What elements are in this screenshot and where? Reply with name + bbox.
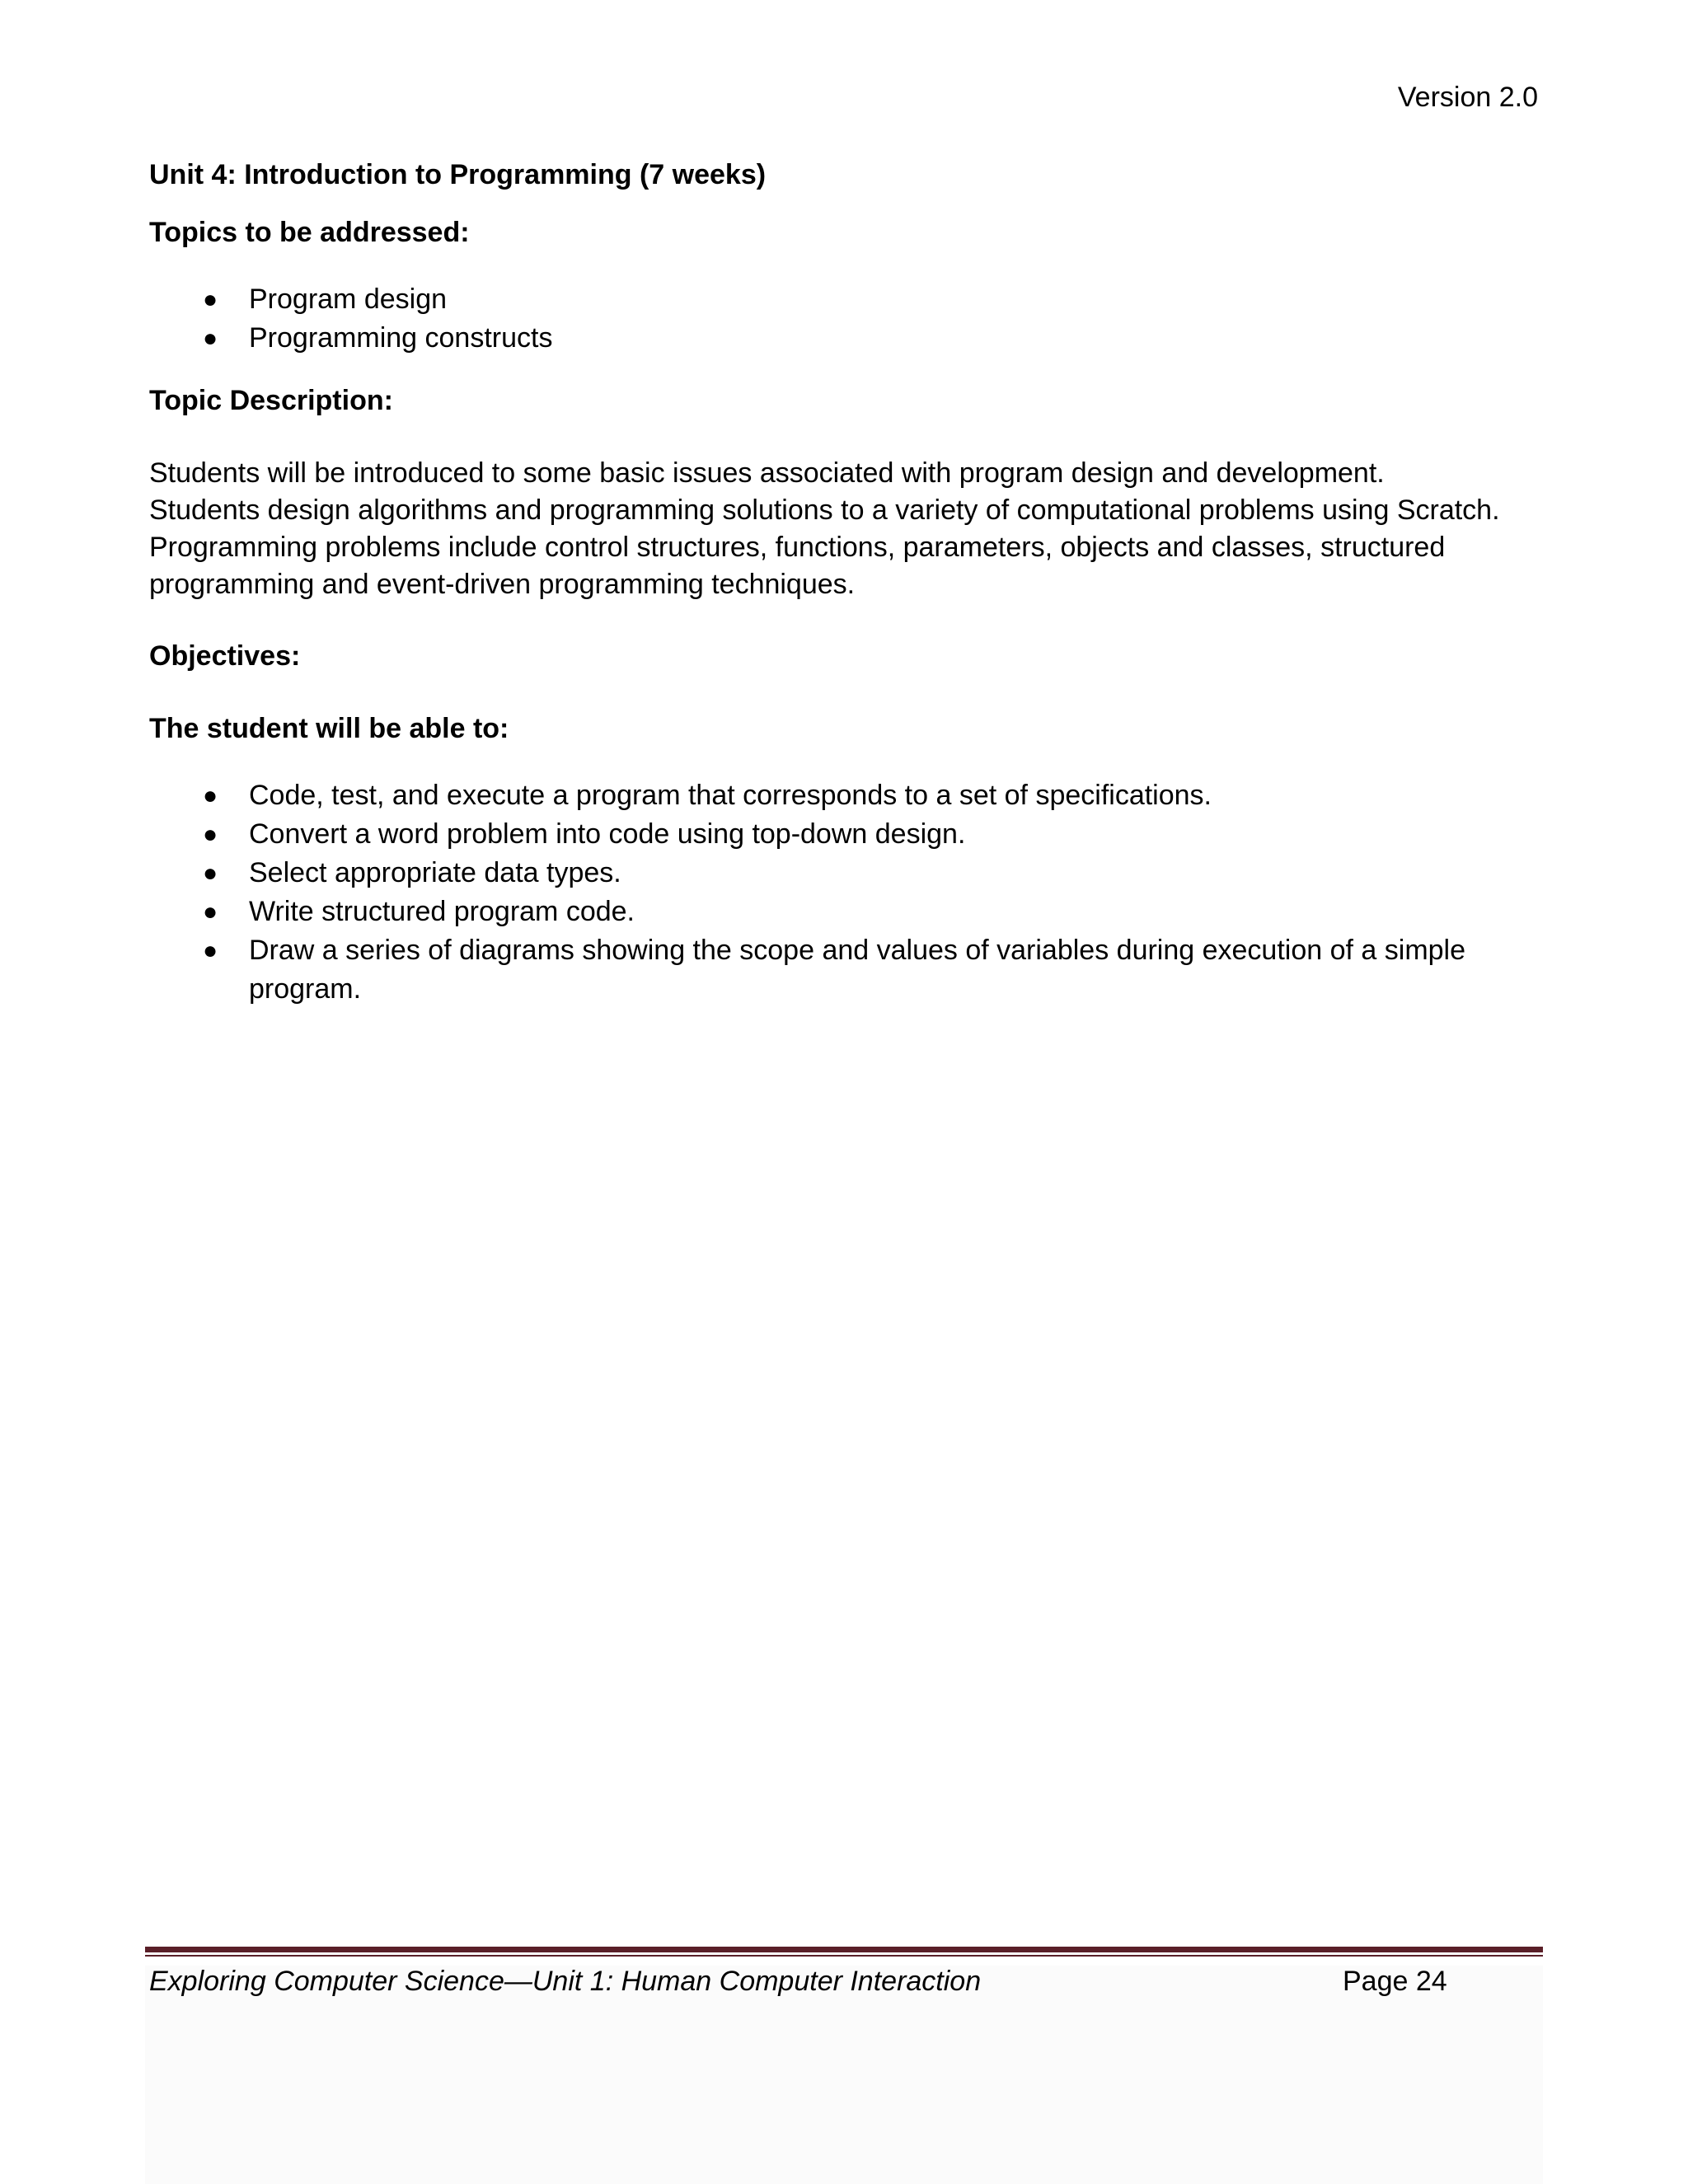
description-paragraph bbox=[149, 455, 1534, 603]
description-line: programming and event-driven programming techniques. bbox=[149, 569, 856, 600]
objectives-list bbox=[149, 776, 1534, 1009]
description-heading: Topic Description: bbox=[149, 385, 393, 416]
footer-rule-thick bbox=[145, 1947, 1543, 1952]
bullet-icon: ● bbox=[203, 325, 218, 352]
description-line: Programming problems include control structures, functions, parameters, objects and classes, structured bbox=[149, 532, 1446, 563]
footer-rule-thin bbox=[145, 1955, 1543, 1957]
bullet-icon: ● bbox=[203, 937, 218, 964]
description-line: Students will be introduced to some basic issues associated with program design and development. bbox=[149, 457, 1385, 489]
objectives-list-item bbox=[149, 854, 1534, 893]
objective-text: Code, test, and execute a program that corresponds to a set of specifications. bbox=[249, 780, 1212, 811]
version-label: Version 2.0 bbox=[1397, 82, 1538, 113]
objective-text: Draw a series of diagrams showing the scope and values of variables during execution of a simple program. bbox=[249, 935, 1466, 1005]
bullet-icon: ● bbox=[203, 860, 218, 887]
page-content bbox=[149, 157, 1534, 1009]
objectives-list-item bbox=[149, 776, 1534, 815]
unit-title: Unit 4: Introduction to Programming (7 weeks) bbox=[149, 159, 767, 190]
topic-text: Programming constructs bbox=[249, 322, 553, 354]
objective-text: Convert a word problem into code using top-down design. bbox=[249, 818, 966, 850]
bullet-icon: ● bbox=[203, 782, 218, 809]
topics-list bbox=[149, 280, 1534, 358]
objectives-list-item bbox=[149, 893, 1534, 931]
objectives-heading: Objectives: bbox=[149, 640, 301, 672]
objectives-list-item bbox=[149, 931, 1534, 1009]
bullet-icon: ● bbox=[203, 286, 218, 313]
objective-text: Write structured program code. bbox=[249, 896, 635, 927]
bullet-icon: ● bbox=[203, 821, 218, 848]
topics-list-item bbox=[149, 319, 1534, 358]
topics-heading: Topics to be addressed: bbox=[149, 217, 470, 248]
bullet-icon: ● bbox=[203, 898, 218, 926]
footer-title: Exploring Computer Science—Unit 1: Human Computer Interaction bbox=[149, 1966, 982, 1997]
objective-text: Select appropriate data types. bbox=[249, 857, 621, 888]
objectives-subheading: The student will be able to: bbox=[149, 713, 509, 744]
topic-text: Program design bbox=[249, 284, 448, 315]
page-number: Page 24 bbox=[1343, 1966, 1447, 1997]
topics-list-item bbox=[149, 280, 1534, 319]
objectives-list-item bbox=[149, 815, 1534, 854]
description-line: Students design algorithms and programming solutions to a variety of computational problems using Scratch. bbox=[149, 494, 1500, 526]
